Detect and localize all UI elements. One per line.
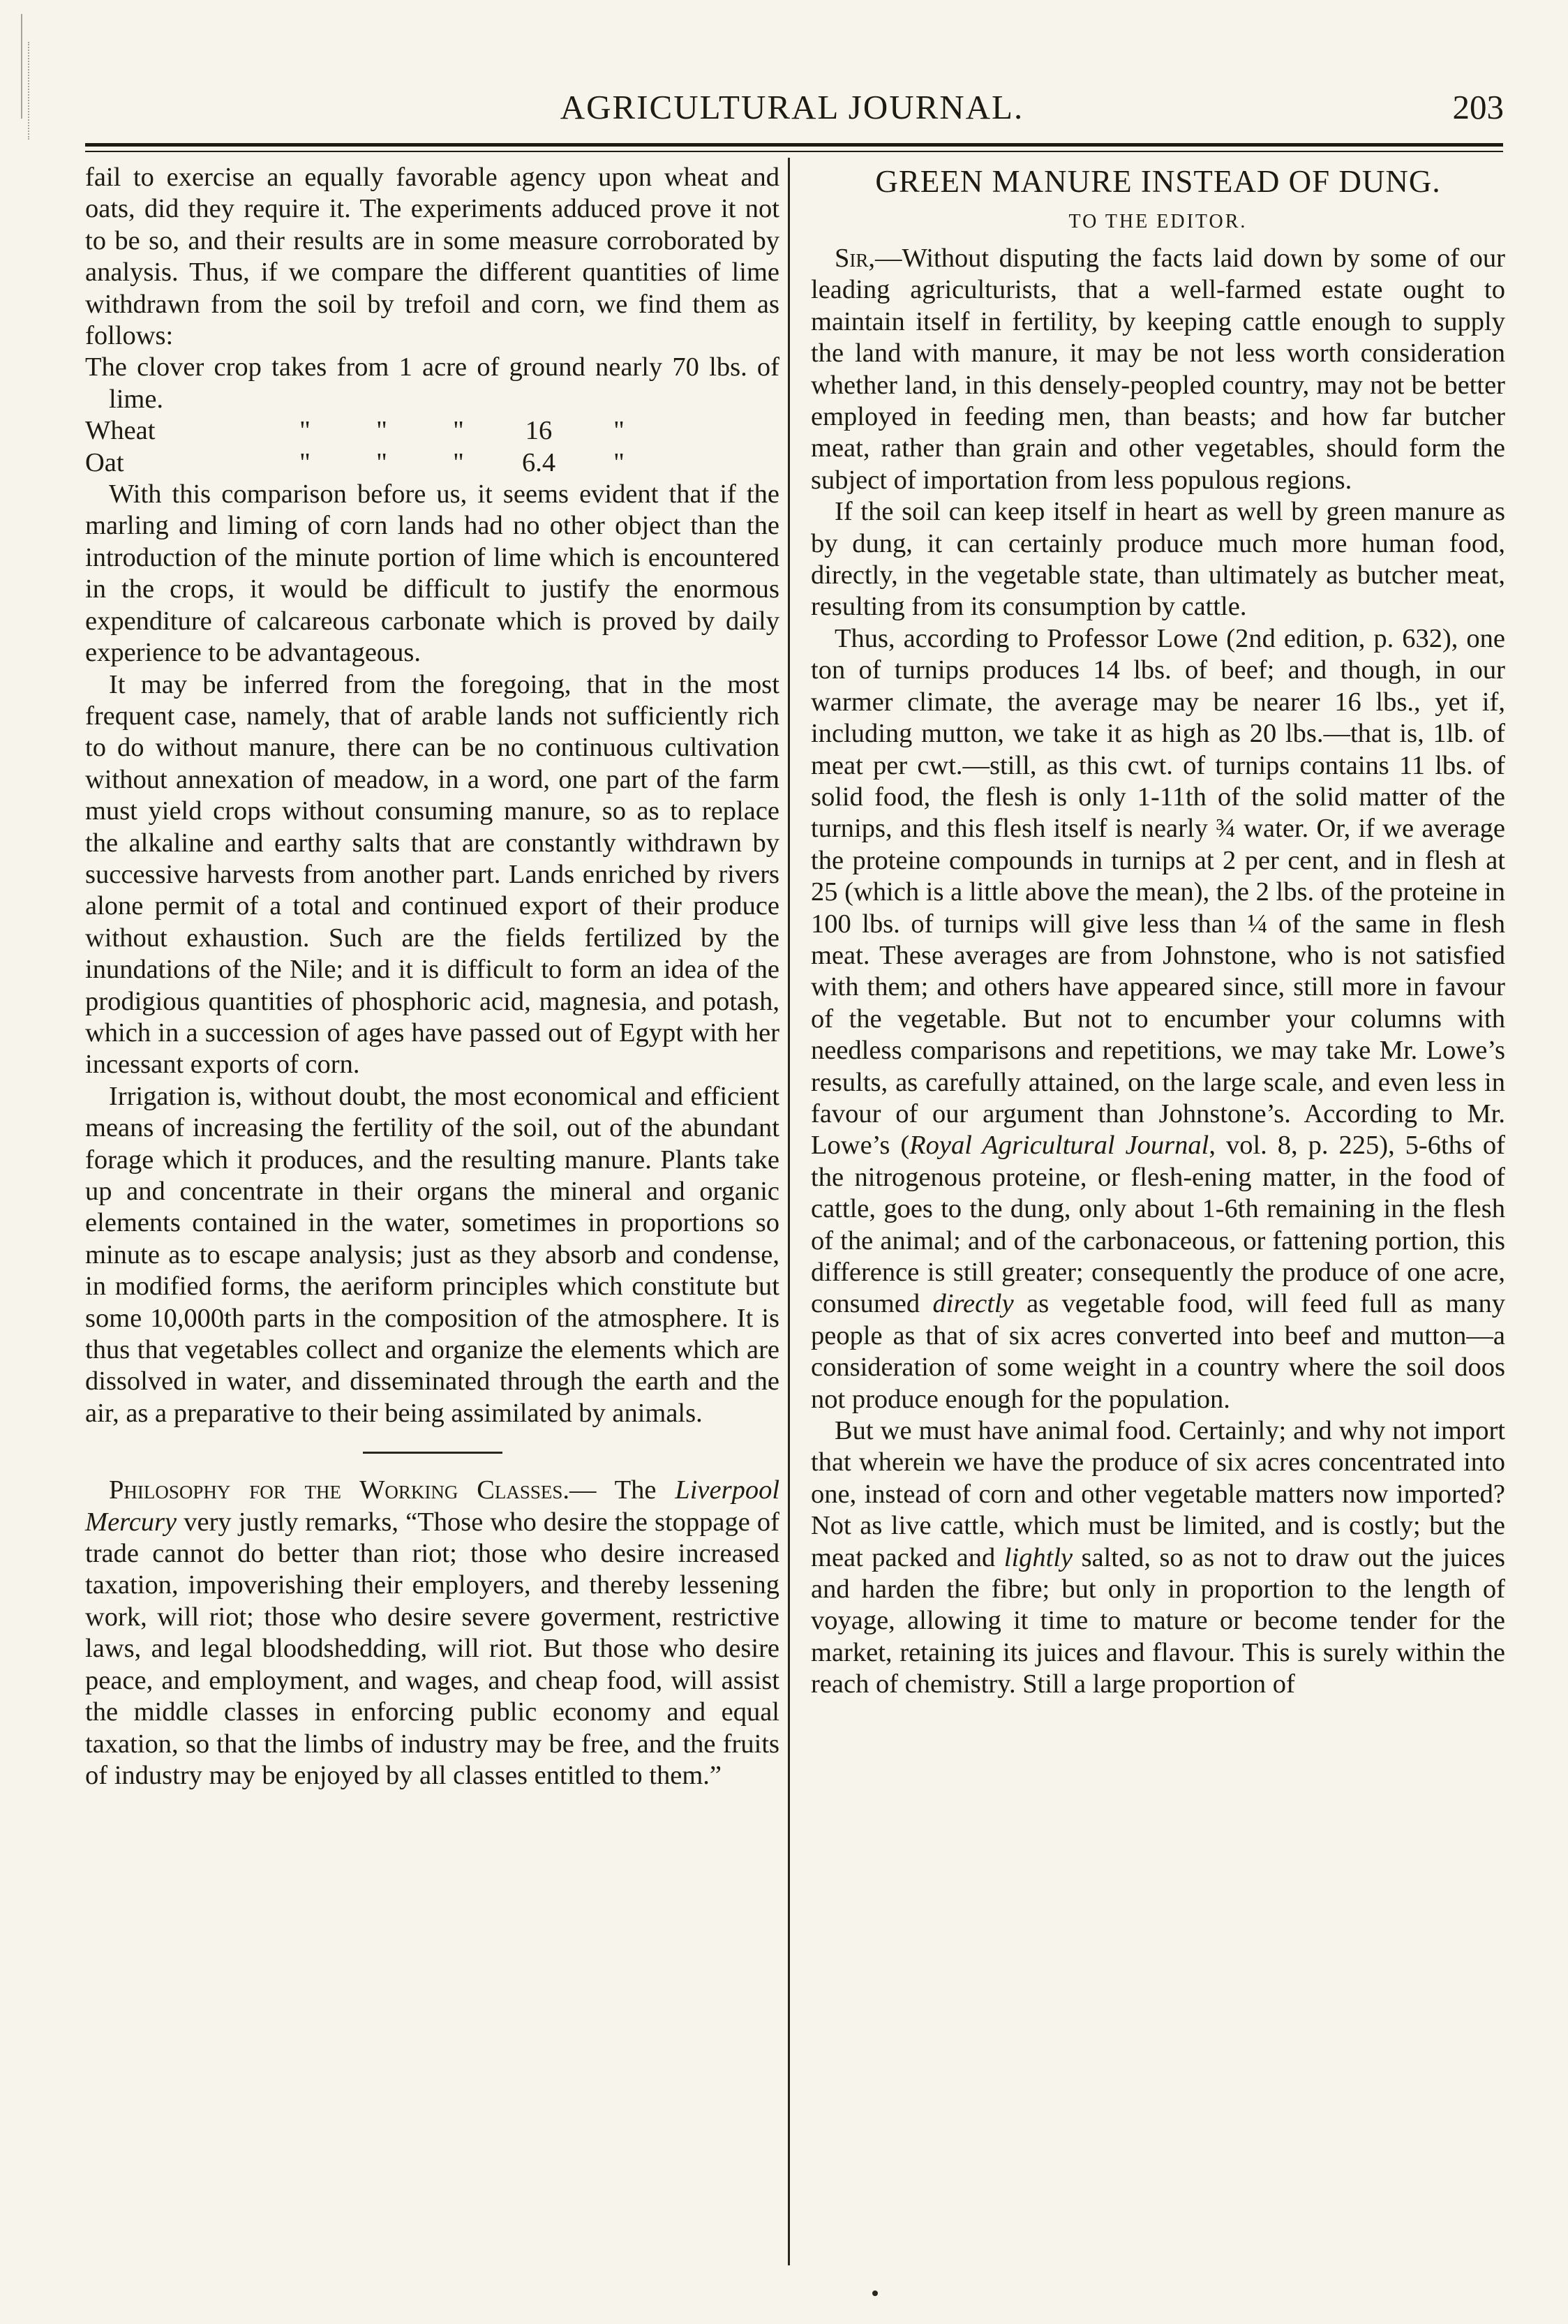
margin-scan-mark bbox=[21, 14, 24, 119]
right-paragraph-3-mid: , vol. 8, p. 225), 5-6ths of the nitrogenous proteine, or flesh-ening matter, in the food of cattle, goes to the dung, only about 1-6th remaining in the flesh of the animal; and of the carbonaceous, or fattening portion, this difference is still greater; consequently the produce of one acre, consumed bbox=[811, 1131, 1505, 1319]
ditto-mark: " bbox=[453, 447, 464, 477]
ditto-mark: " bbox=[613, 447, 625, 477]
ditto-mark: " bbox=[453, 416, 464, 446]
left-column bbox=[85, 162, 779, 1792]
clover-lime-line: The clover crop takes from 1 acre of ground nearly 70 lbs. of lime. bbox=[85, 352, 779, 414]
article-title: GREEN MANURE INSTEAD OF DUNG. bbox=[875, 164, 1441, 199]
emphasis-lightly: lightly bbox=[1003, 1542, 1073, 1572]
right-paragraph-3-end: as vegetable food, will feed full as many people as that of six acres converted into beef and mutton—a consideration of some weight in a country where the soil doos not produce enough for the population. bbox=[811, 1289, 1506, 1414]
margin-scan-mark-dotted bbox=[28, 42, 31, 140]
ditto-mark: " bbox=[613, 416, 625, 446]
ditto-mark: " bbox=[376, 447, 387, 477]
philosophy-the: The bbox=[614, 1475, 657, 1505]
right-paragraph-1-body: —Without disputing the facts laid down by some of our leading agriculturists, that a well-farmed estate ought to maintain itself in fertility, by keeping cattle enough to supply the land with manure, it may be not less worth consideration whether land, in this densely-peopled country, may not be better employed in feeding men, than beasts; and how far butcher meat, rather than grain and other vegetables, should form the subject of importation from less populous regions. bbox=[811, 244, 1505, 495]
ditto-mark: " bbox=[299, 416, 311, 446]
header-rule-thick bbox=[85, 143, 1503, 147]
right-paragraph-3-start: Thus, according to Professor Lowe (2nd edition, p. 632), one ton of turnips produces 14 lbs. of beef; and though, in our warmer climate, the average may be nearer 16 lbs., yet if, including mutton, we take it as high as 20 lbs.—that is, 1lb. of meat per cwt.—still, as this cwt. of turnips contains 11 lbs. of solid food, the flesh is only 1-11th of the solid matter of the turnips, and this flesh itself is nearly ¾ water. Or, if we average the proteine compounds in turnips at 2 per cent, and in flesh at 25 (which is a little above the mean), the 2 lbs. of the proteine in 100 lbs. of turnips will give less than ¼ of the same in flesh meat. These averages are from Johnstone, who is not satisfied with them; and others have appeared since, still more in favour of the vegetable. But not to encumber your columns with needless comparisons and repetitions, we may take Mr. Lowe’s results, as carefully attained, on the large scale, and even less in favour of our argument than Johnstone’s. According to Mr. Lowe’s ( bbox=[811, 623, 1505, 1161]
salutation: Sir, bbox=[835, 244, 876, 273]
left-paragraph-1: fail to exercise an equally favorable agency upon wheat and oats, did they require it. The experiments adduced prove it not to be so, and their results are in some measure corroborated by analysis. Thus, if we compare the different quantities of lime withdrawn from the soil by trefoil and corn, we find them as follows: bbox=[85, 163, 779, 351]
philosophy-heading: Philosophy for the Working Classes.— bbox=[109, 1475, 597, 1505]
left-paragraph-4: Irrigation is, without doubt, the most economical and efficient means of increasing the fertility of the soil, out of the abundant forage which it produces, and the resulting manure. Plants take up and concentrate in their organs the mineral and organic elements contained in the water, sometimes in proportions so minute as to escape analysis; just as they absorb and condense, in modified forms, the aeriform principles which constitute but some 10,000th parts in the composition of the atmosphere. It is thus that vegetables collect and organize the elements which are dissolved in water, and disseminated through the earth and the air, as a preparative to their being assimilated by animals. bbox=[85, 1081, 779, 1428]
right-paragraph-3 bbox=[811, 623, 1505, 1415]
right-paragraph-2: If the soil can keep itself in heart as well by green manure as by dung, it can certainly produce much more human food, directly, in the vegetable state, than ultimately as butcher meat, resulting from its consumption by cattle. bbox=[811, 497, 1505, 622]
ditto-mark: " bbox=[376, 416, 387, 446]
right-column bbox=[811, 162, 1505, 1701]
ditto-mark: " bbox=[299, 447, 311, 477]
lime-value: 6.4 bbox=[521, 447, 556, 477]
page-number: 203 bbox=[1452, 88, 1504, 126]
section-divider bbox=[363, 1452, 502, 1454]
left-paragraph-2: With this comparison before us, it seems evident that if the marling and liming of corn lands had no other object than the introduction of the minute portion of lime which is encountered in the crops, it would be difficult to justify the enormous expenditure of calcareous carbonate which is proved by daily experience to be advantageous. bbox=[85, 479, 779, 668]
left-paragraph-3: It may be inferred from the foregoing, that in the most frequent case, namely, that of arable lands not sufficiently rich to do without manure, there can be no continuous cultivation without annexation of meadow, in a word, one part of the farm must yield crops without consuming manure, so as to replace the alkaline and earthy salts that are constantly withdrawn by successive harvests from another part. Lands enriched by rivers alone permit of a total and continued export of their produce without exhaustion. Such are the fields fertilized by the inundations of the Nile; and it is difficult to form an idea of the prodigious quantities of phosphoric acid, magnesia, and potash, which in a succession of ages have passed out of Egypt with her incessant exports of corn. bbox=[85, 669, 779, 1080]
lime-crop: Wheat bbox=[85, 416, 156, 446]
right-paragraph-4-start: But we must have animal food. Certainly; and why not import that wherein we have the produce of six acres concentrated into one, instead of corn and other vegetable matters now imported? Not as live cattle, which must be limited, and is costly; but the meat packed and bbox=[811, 1416, 1505, 1572]
journal-citation: Royal Agricultural Journal bbox=[909, 1131, 1209, 1161]
newspaper-name: Liverpool Mercury bbox=[85, 1475, 780, 1537]
journal-title: AGRICULTURAL JOURNAL. bbox=[560, 88, 1024, 126]
lime-row-oat bbox=[85, 447, 779, 479]
to-editor-line: TO THE EDITOR. bbox=[1068, 211, 1248, 232]
philosophy-paragraph bbox=[85, 1475, 779, 1792]
running-head bbox=[80, 80, 1504, 136]
lime-value: 16 bbox=[525, 416, 553, 446]
right-paragraph-1 bbox=[811, 243, 1505, 496]
header-rule-thin bbox=[85, 151, 1503, 152]
right-paragraph-4-end: salted, so as not to draw out the juices and harden the fibre; but only in proportion to the length of voyage, allowing it time to mature or become tender for the market, retaining its juices and flavour. This is surely within the reach of chemistry. Still a large proportion of bbox=[811, 1542, 1506, 1699]
column-divider bbox=[788, 158, 790, 2265]
philosophy-body: very justly remarks, “Those who desire the stoppage of trade cannot do better than riot; those who desire increased taxation, impoverishing their employers, and thereby lessening work, will riot; those who desire severe goverment, restrictive laws, and legal bloodshedding, will riot. But those who desire peace, and employment, and wages, and cheap food, will assist the middle classes in enforcing public economy and equal taxation, so that the limbs of industry may be free, and the fruits of industry may be enjoyed by all classes entitled to them.” bbox=[85, 1507, 779, 1790]
scan-dot bbox=[872, 2291, 878, 2296]
lime-row-wheat bbox=[85, 415, 779, 447]
lime-crop: Oat bbox=[85, 447, 124, 477]
emphasis-directly: directly bbox=[932, 1289, 1014, 1319]
right-paragraph-4 bbox=[811, 1415, 1505, 1701]
